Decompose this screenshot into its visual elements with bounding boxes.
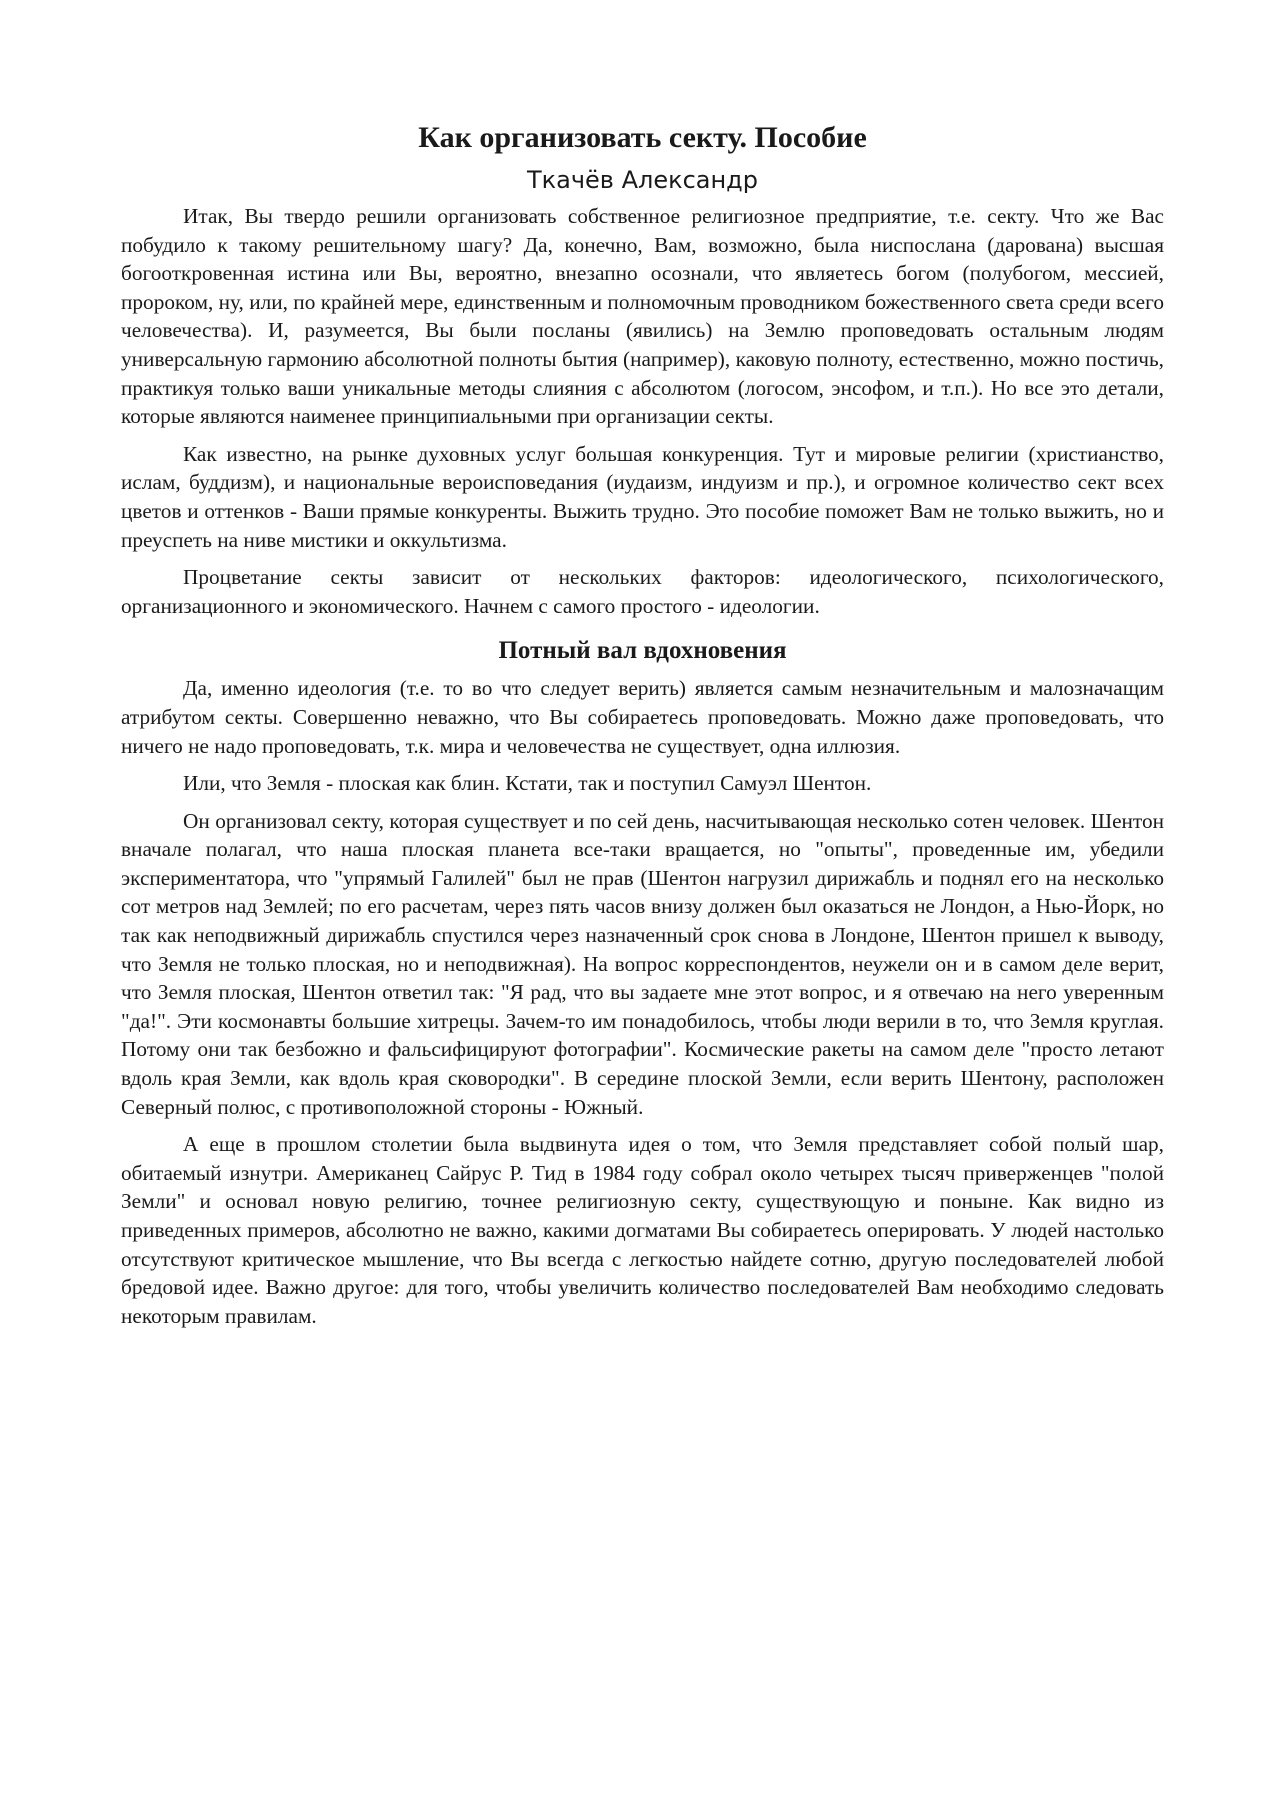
document-title: Как организовать секту. Пособие — [418, 121, 867, 154]
paragraph: А еще в прошлом столетии была выдвинута идея о том, что Земля представляет собой полый шар, обитаемый изнутри. Американец Сайрус Р. Тид в 1984 году собрал около четырех тысяч приверженцев "полой Земли" и основал новую религию, точнее религиозную секту, существующую и поныне. Как видно из приведенных примеров, абсолютно не важно, какими догматами Вы собираетесь оперировать. У людей настолько отсутствуют критическое мышление, что Вы всегда с легкостью найдете сотню, другую последователей любой бредовой идее. Важно другое: для того, чтобы увеличить количество последователей Вам необходимо следовать некоторым правилам. — [121, 1132, 1164, 1328]
paragraph: Как известно, на рынке духовных услуг большая конкуренция. Тут и мировые религии (христианство, ислам, буддизм), и национальные вероисповедания (иудаизм, индуизм и пр.), и огромное количество сект всех цветов и оттенков - Ваши прямые конкуренты. Выжить трудно. Это пособие поможет Вам не только выжить, но и преуспеть на ниве мистики и оккультизма. — [121, 441, 1164, 552]
section-heading: Потный вал вдохновения — [498, 637, 787, 665]
document-author: Ткачёв Александр — [526, 166, 759, 194]
paragraph: Итак, Вы твердо решили организовать собственное религиозное предприятие, т.е. секту. Что же Вас побудило к такому решительному шагу? Да, конечно, Вам, возможно, была ниспослана (дарована) высшая богооткровенная истина или Вы, вероятно, внезапно осознали, что являетесь богом (полубогом, мессией, пророком, ну, или, по крайней мере, единственным и полномочным проводником божественного света среди всего человечества). И, разумеется, Вы были посланы (явились) на Землю проповедовать остальным людям универсальную гармонию абсолютной полноты бытия (например), каковую полноту, естественно, можно постичь, практикуя только ваши уникальные методы слияния с абсолютом (логосом, энсофом, и т.п.). Но все это детали, которые являются наименее принципиальными при организации секты. — [121, 204, 1164, 429]
document-page — [121, 118, 1164, 1339]
paragraph: Процветание секты зависит от нескольких факторов: идеологического, психологического, организационного и экономического. Начнем с самого простого - идеологии. — [121, 565, 1164, 618]
paragraph: Или, что Земля - плоская как блин. Кстати, так и поступил Самуэл Шентон. — [183, 771, 872, 796]
paragraph: Он организовал секту, которая существует и по сей день, насчитывающая несколько сотен человек. Шентон вначале полагал, что наша плоская планета все-таки вращается, но "опыты", проведенные им, убедили экспериментатора, что "упрямый Галилей" был не прав (Шентон нагрузил дирижабль и поднял его на несколько сот метров над Землей; по его расчетам, через пять часов внизу должен был оказаться не Лондон, а Нью-Йорк, но так как неподвижный дирижабль спустился через назначенный срок снова в Лондоне, Шентон пришел к выводу, что Земля не только плоская, но и неподвижная). На вопрос корреспондентов, неужели он и в самом деле верит, что Земля плоская, Шентон ответил так: "Я рад, что вы задаете мне этот вопрос, и я отвечаю на него уверенным "да!". Эти космонавты большие хитрецы. Зачем-то им понадобилось, чтобы люди верили в то, что Земля круглая. Потому они так безбожно и фальсифицируют фотографии". Космические ракеты на самом деле "просто летают вдоль края Земли, как вдоль края сковородки". В середине плоской Земли, если верить Шентону, расположен Северный полюс, с противоположной стороны - Южный. — [121, 808, 1164, 1119]
paragraph: Да, именно идеология (т.е. то во что следует верить) является самым незначительным и малозначащим атрибутом секты. Совершенно неважно, что Вы собираетесь проповедовать. Можно даже проповедовать, что ничего не надо проповедовать, т.к. мира и человечества не существует, одна иллюзия. — [121, 676, 1164, 758]
